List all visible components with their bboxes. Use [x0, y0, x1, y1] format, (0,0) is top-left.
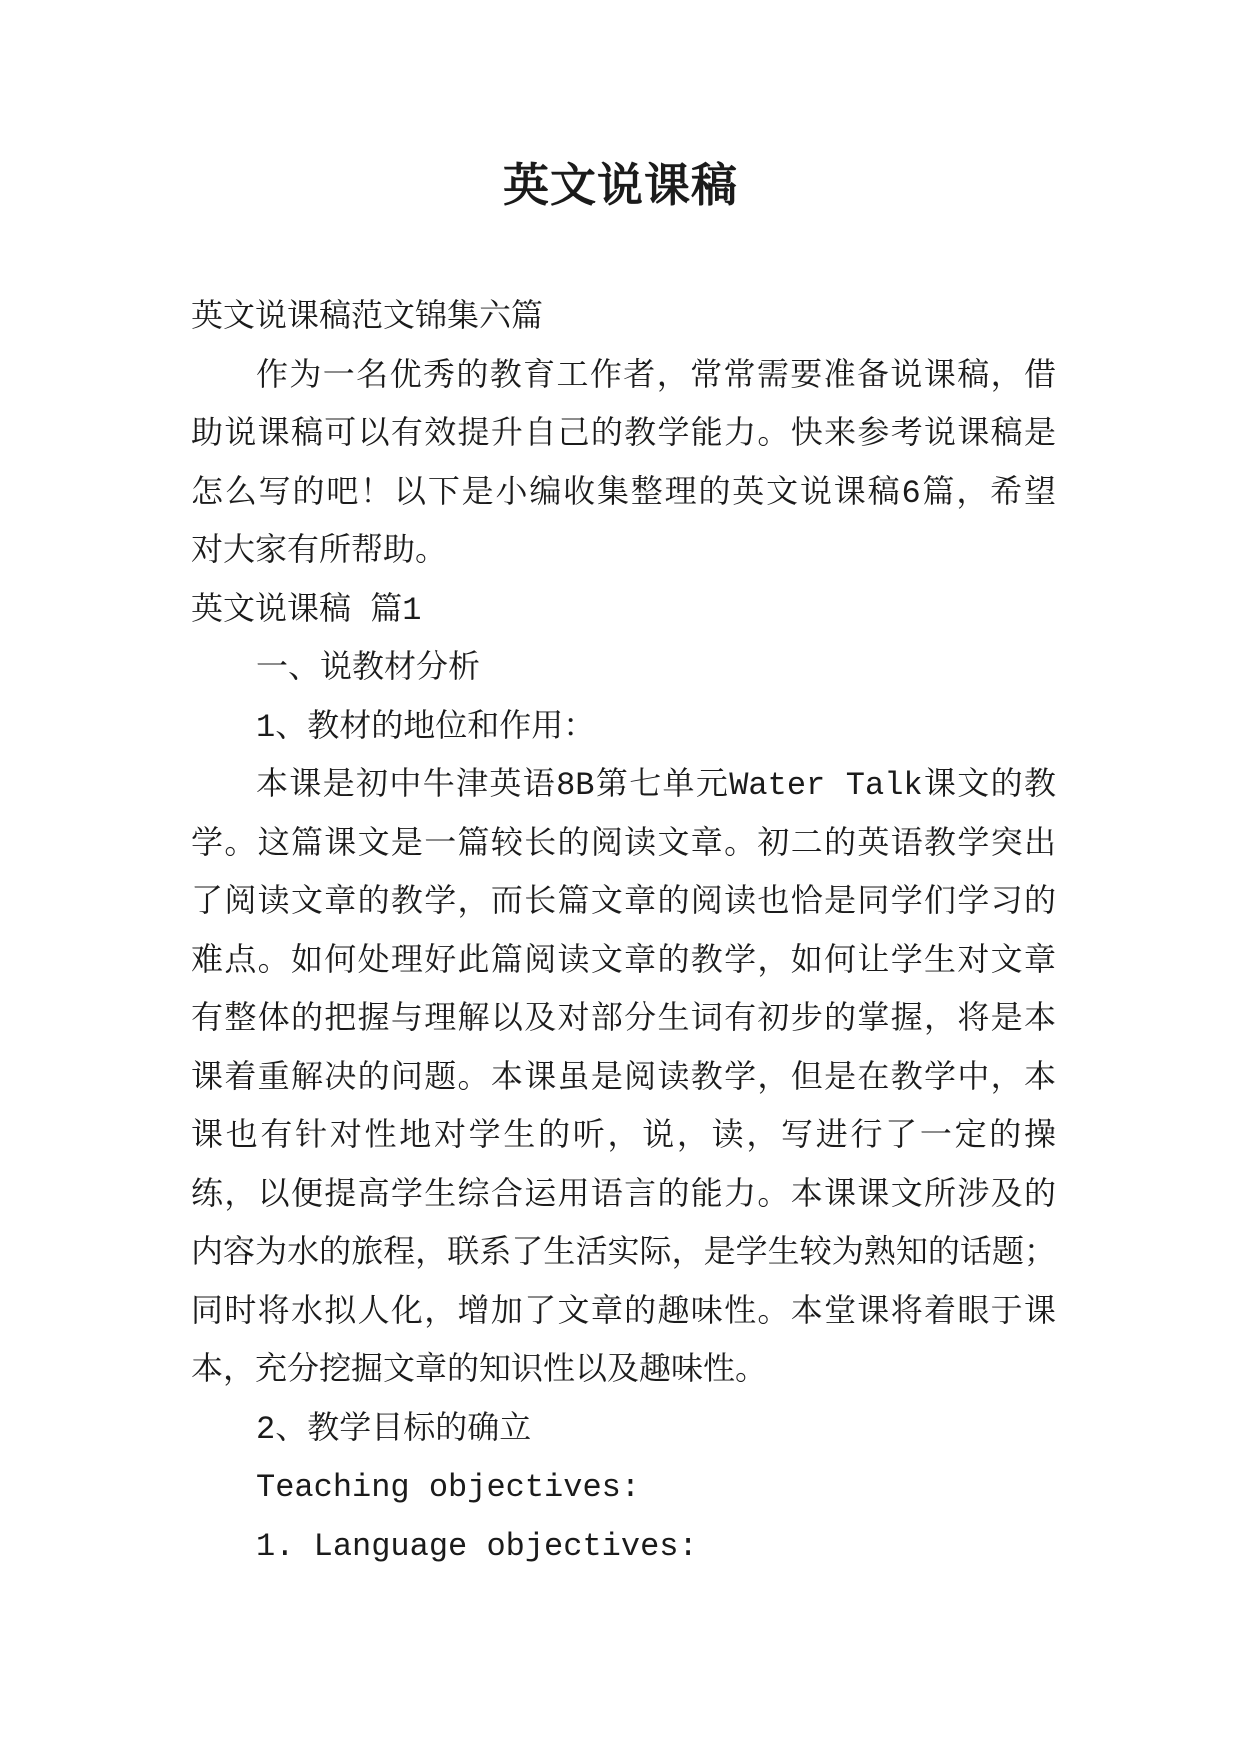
paragraph-line: 课着重解决的问题。本课虽是阅读教学，但是在教学中，本 [191, 1059, 1056, 1097]
section-heading: 英文说课稿 篇1 [191, 591, 422, 629]
part-heading: 一、说教材分析 [256, 650, 481, 687]
subtitle-line: 英文说课稿范文锦集六篇 [191, 299, 544, 336]
item-heading: 1、教材的地位和作用： [256, 708, 596, 746]
language-objectives-heading: 1. Language objectives: [256, 1527, 698, 1565]
document-body [191, 289, 1056, 1576]
paragraph-line: 难点。如何处理好此篇阅读文章的教学，如何让学生对文章 [191, 942, 1056, 980]
paragraph-line: 作为一名优秀的教育工作者，常常需要准备说课稿，借 [256, 357, 1056, 395]
paragraph-line: 对大家有所帮助。 [191, 533, 448, 570]
paragraph-line: 内容为水的旅程，联系了生活实际，是学生较为熟知的话题； [191, 1235, 1056, 1272]
paragraph-line: 有整体的把握与理解以及对部分生词有初步的掌握，将是本 [191, 1001, 1056, 1038]
item-1-paragraph [191, 757, 1056, 1401]
document-title: 英文说课稿 [503, 158, 738, 212]
paragraph-line: 同时将水拟人化，增加了文章的趣味性。本堂课将着眼于课 [191, 1293, 1056, 1331]
paragraph-line: 本，充分挖掘文章的知识性以及趣味性。 [191, 1352, 768, 1389]
intro-paragraph [191, 348, 1056, 582]
paragraph-line: 助说课稿可以有效提升自己的教学能力。快来参考说课稿是 [191, 416, 1056, 453]
paragraph-line: 怎么写的吧！以下是小编收集整理的英文说课稿6篇，希望 [191, 474, 1056, 512]
paragraph-line: 本课是初中牛津英语8B第七单元Water Talk课文的教 [256, 767, 1056, 804]
objectives-heading: Teaching objectives: [256, 1469, 641, 1506]
item-heading: 2、教学目标的确立 [256, 1410, 532, 1448]
paragraph-line: 练，以便提高学生综合运用语言的能力。本课课文所涉及的 [191, 1176, 1056, 1214]
paragraph-line: 学。这篇课文是一篇较长的阅读文章。初二的英语教学突出 [191, 825, 1056, 863]
paragraph-line: 了阅读文章的教学，而长篇文章的阅读也恰是同学们学习的 [191, 884, 1056, 921]
paragraph-line: 课也有针对性地对学生的听，说，读，写进行了一定的操 [191, 1118, 1056, 1155]
